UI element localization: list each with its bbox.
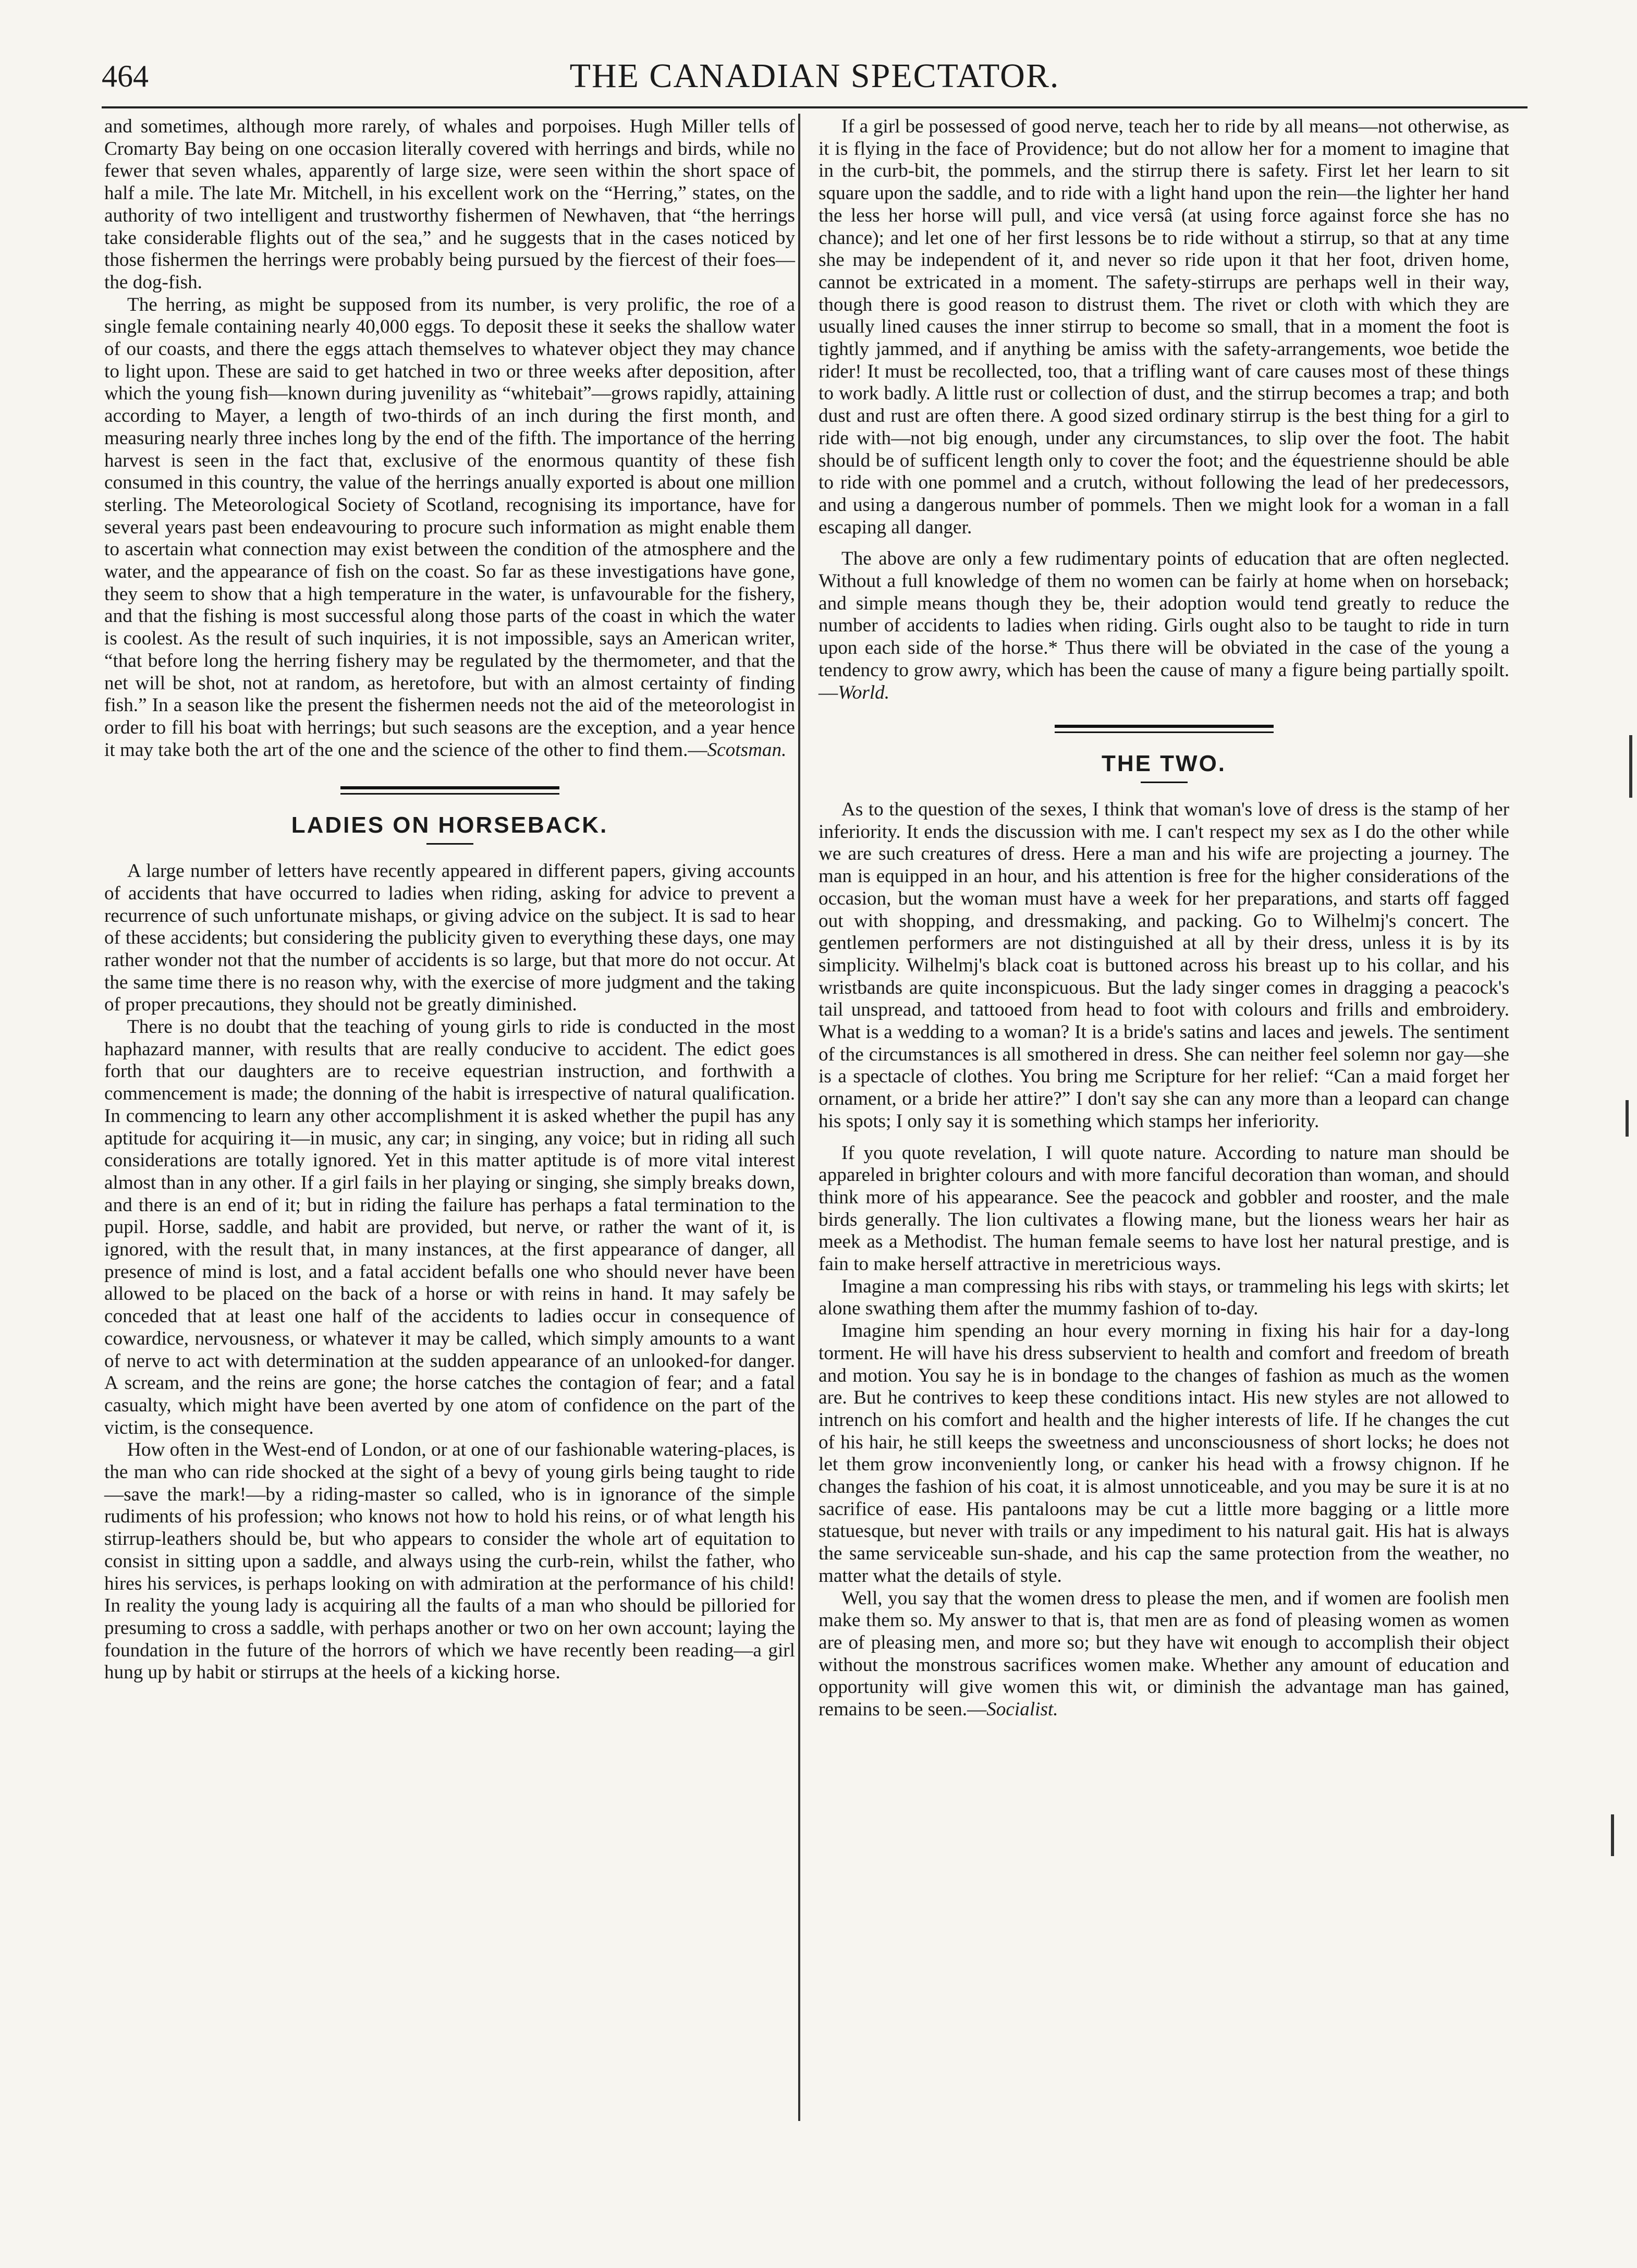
herring-paragraph-1: and sometimes, although more rarely, of whales and porpoises. Hugh Miller tells of Cromarty Bay being on one occasion literally covered with herrings and birds, while no fewer that seven whales, apparently of large size, were seen within the short space of half a mile. The late Mr. Mitchell, in his excellent work on the “Herring,” states, on the authority of two intelligent and trustworthy fishermen of Newhaven, that “the herrings take considerable flights out of the sea,” and he suggests that in the cases noticed by those fishermen the herrings were probably being pursued by the fiercest of their foes—the dog-fish. [104, 116, 795, 293]
horseback-paragraph-3: How often in the West-end of London, or at one of our fashionable watering-places, is the man who can ride shocked at the sight of a bevy of young girls being taught to ride—save the mark!—by a riding-master so called, who is in ignorance of the simple rudiments of his profession; who knows not how to hold his reins, or of what length his stirrup-leathers should be, but who appears to consider the whole art of equitation to consist in sitting upon a saddle, and always using the curb-rein, whilst the father, who hires his services, is perhaps looking on with admiration at the performance of his child! In reality the young lady is acquiring all the faults of a man who should be pilloried for presuming to cross a saddle, with perhaps another or two on her own account; laying the foundation in the future of the horrors of which we have recently been reading—a girl hung up by habit or stirrups at the heels of a kicking horse. [104, 1439, 795, 1684]
page-number: 464 [102, 59, 149, 93]
page-header [102, 56, 1528, 108]
title-underline [1141, 782, 1188, 783]
the-two-paragraph-4: Imagine him spending an hour every morning in fixing his hair for a day-long torment. He will have his dress subservient to health and comfort and freedom of breath and motion. You say he is in bondage to the changes of fashion as much as the women are. But he contrives to keep these conditions intact. His new styles are not allowed to intrench on his comfort and health and the higher interests of life. If he changes the cut of his hair, he still keeps the sweetness and unconsciousness of short locks; he does not let them grow inconveniently long, or canker his head with a frowsy chignon. If he changes the fashion of his coat, it is almost unnoticeable, and you may be sure it is at no sacrifice of ease. His pantaloons may be cut a little more bagging or a little more statuesque, but never with trails or any impediment to his natural gait. His hat is always the same serviceable sun-shade, and his cap the same protection from the weather, no matter what the details of style. [819, 1320, 1509, 1587]
herring-paragraph-2-text: The herring, as might be supposed from its number, is very prolific, the roe of a single female containing nearly 40,000 eggs. To deposit these it seeks the shallow water of our coasts, and there the eggs attach themselves to whatever object they may chance to light upon. These are said to get hatched in two or three weeks after deposition, after which the young fish—known during juvenility as “whitebait”—grows rapidly, attaining according to Mayer, a length of two-thirds of an inch during the first month, and measuring nearly three inches long by the end of the fifth. The importance of the herring harvest is seen in the fact that, exclusive of the enormous quantity of these fish consumed in this country, the value of the herrings anually exported is about one million sterling. The Meteorological Society of Scotland, recognising its importance, have for several years past been endeavouring to procure such information as might enable them to ascertain what connection may exist between the condition of the atmosphere and the water, and the appearance of fish on the coast. So far as these investigations have gone, they seem to show that a high temperature in the water, is unfavourable for the fishery, and that the fishing is most successful along those parts of the coast in which the water is coolest. As the result of such inquiries, it is not impossible, says an American writer, “that before long the herring fishery may be regulated by the thermometer, and that the net will be shot, not at random, as heretofore, but with an almost certainty of finding fish.” In a season like the present the fishermen needs not the aid of the meteorologist in order to fill his boat with herrings; but such seasons are the exception, and a year hence it may take both the art of the one and the science of the other to find them.— [104, 294, 795, 761]
the-two-paragraph-5-text: Well, you say that the women dress to please the men, and if women are foolish men make them so. My answer to that is, that men are as fond of pleasing women as women are of pleasing men, and more so; but they have wit enough to accomplish their object without the monstrous sacrifices women make. Whether any amount of education and opportunity will give women this wit, or diminish the advantage man has gained, remains to be seen.— [819, 1587, 1509, 1721]
scan-edge-mark [1629, 735, 1632, 798]
scan-edge-mark [1626, 1100, 1629, 1137]
the-two-paragraph-5 [819, 1588, 1509, 1721]
left-column [104, 116, 795, 1684]
horseback-paragraph-5 [819, 548, 1509, 704]
section-divider [1055, 725, 1274, 733]
horseback-paragraph-1: A large number of letters have recently appeared in different papers, giving accounts of accidents that have occurred to ladies when riding, asking for advice to prevent a recurrence of such unfortunate mishaps, or giving advice on the subject. It is sad to hear of these accidents; but considering the publicity given to everything these days, one may rather wonder not that the number of accidents is so large, but that more do not occur. At the same time there is no reason why, with the exercise of more judgment and the taking of proper precautions, they should not be greatly diminished. [104, 860, 795, 1016]
source-credit: Scotsman. [707, 739, 787, 761]
title-underline [426, 843, 473, 845]
magazine-title: THE CANADIAN SPECTATOR. [569, 57, 1060, 95]
herring-paragraph-2 [104, 294, 795, 762]
the-two-paragraph-3: Imagine a man compressing his ribs with stays, or trammeling his legs with skirts; let alone swathing them after the mummy fashion of to-day. [819, 1275, 1509, 1320]
source-credit: Socialist. [986, 1699, 1058, 1721]
column-divider [798, 114, 800, 2121]
scan-edge-mark [1611, 1814, 1614, 1856]
section-divider [340, 786, 559, 795]
right-column [819, 116, 1509, 1721]
horseback-paragraph-5-text: The above are only a few rudimentary points of education that are often neglected. Without a full knowledge of them no women can be fairly at home when on horseback; and simple means though they be, their adoption would tend greatly to reduce the number of accidents to ladies when riding. Girls ought also to be taught to ride in turn upon each side of the horse.* Thus there will be obviated in the case of the young a tendency to grow awry, which has been the cause of many a figure being partially spoilt.— [819, 548, 1509, 703]
source-credit: World. [838, 681, 890, 703]
section-title-the-two: THE TWO. [1101, 751, 1227, 777]
horseback-paragraph-2: There is no doubt that the teaching of young girls to ride is conducted in the most haphazard manner, with results that are really conducive to accident. The edict goes forth that our daughters are to receive equestrian instruction, and forthwith a commencement is made; the donning of the habit is irrespective of natural qualification. In commencing to learn any other accomplishment it is asked whether the pupil has any aptitude for acquiring it—in music, any car; in singing, any voice; but in riding all such considerations are totally ignored. Yet in this matter aptitude is of more vital interest almost than in any other. If a girl fails in her playing or singing, she simply breaks down, and there is an end of it; but in riding the failure has perhaps a fatal termination to the pupil. Horse, saddle, and habit are provided, but nerve, or rather the want of it, is ignored, with the result that, in many instances, at the first appearance of danger, all presence of mind is lost, and a fatal accident befalls one who should never have been allowed to be placed on the back of a horse or with reins in hand. It may safely be conceded that at least one half of the accidents to ladies occur in consequence of cowardice, nervousness, or whatever it may be called, which simply amounts to a want of nerve to act with determination at the sudden appearance of an unlooked-for danger. A scream, and the reins are gone; the horse catches the contagion of fear; and a fatal casualty, which might have been averted by one atom of confidence on the part of the victim, is the consequence. [104, 1016, 795, 1438]
section-title-ladies-on-horseback: LADIES ON HORSEBACK. [291, 812, 608, 838]
the-two-paragraph-1: As to the question of the sexes, I think that woman's love of dress is the stamp of her inferiority. It ends the discussion with me. I can't respect my sex as I do the other while we are such creatures of dress. Here a man and his wife are projecting a journey. The man is equipped in an hour, and his attention is free for the higher considerations of the occasion, but the woman must have a week for her preparations, and starts off fagged out with shopping, and dressmaking, and packing. Go to Wilhelmj's concert. The gentlemen performers are not distinguished at all by their dress, unless it is by its simplicity. Wilhelmj's black coat is buttoned across his breast up to his collar, and his wristbands are quite inconspicuous. But the lady singer comes in dragging a peacock's tail unspread, and tattooed from head to foot with colours and frills and embroidery. What is a wedding to a woman? It is a bride's satins and laces and jewels. The sentiment of the circumstances is all smothered in dress. She can neither feel solemn nor gay—she is a spectacle of clothes. You bring me Scripture for her relief: “Can a maid forget her ornament, or a bride her attire?” I don't say she can any more than a leopard can change his spots; I only say it is something which stamps her inferiority. [819, 798, 1509, 1132]
the-two-paragraph-2: If you quote revelation, I will quote nature. According to nature man should be appareled in brighter colours and with more fanciful decoration than woman, and should think more of his appearance. See the peacock and gobbler and rooster, and the male birds generally. The lion cultivates a flowing mane, but the lioness wears her hair as meek as a Methodist. The human female seems to have lost her natural prestige, and is fain to make herself attractive in meretricious ways. [819, 1142, 1509, 1275]
horseback-paragraph-4: If a girl be possessed of good nerve, teach her to ride by all means—not otherwise, as it is flying in the face of Providence; but do not allow her for a moment to imagine that in the curb-bit, the pommels, and the stirrup there is safety. First let her learn to sit square upon the saddle, and to ride with a light hand upon the rein—the lighter her hand the less her horse will pull, and vice versâ (at using force against force she has no chance); and let one of her first lessons be to ride without a stirrup, so that at any time she may be independent of it, and never so ride upon it that her foot, driven home, cannot be extricated in a moment. The safety-stirrups are perhaps well in their way, though there is good reason to distrust them. The rivet or cloth with which they are usually lined causes the inner stirrup to become so small, that in a moment the foot is tightly jammed, and if anything be amiss with the safety-arrangements, woe betide the rider! It must be recollected, too, that a trifling want of care causes most of these things to work badly. A little rust or collection of dust, and the stirrup becomes a trap; and both dust and rust are often there. A good sized ordinary stirrup is the best thing for a girl to ride with—not big enough, under any circumstances, to slip over the foot. The habit should be of sufficent length only to cover the foot; and the équestrienne should be able to ride with one pommel and a crutch, without following the lead of her predecessors, and using a dangerous number of pommels. Then we might look for a woman in a fall escaping all danger. [819, 116, 1509, 538]
